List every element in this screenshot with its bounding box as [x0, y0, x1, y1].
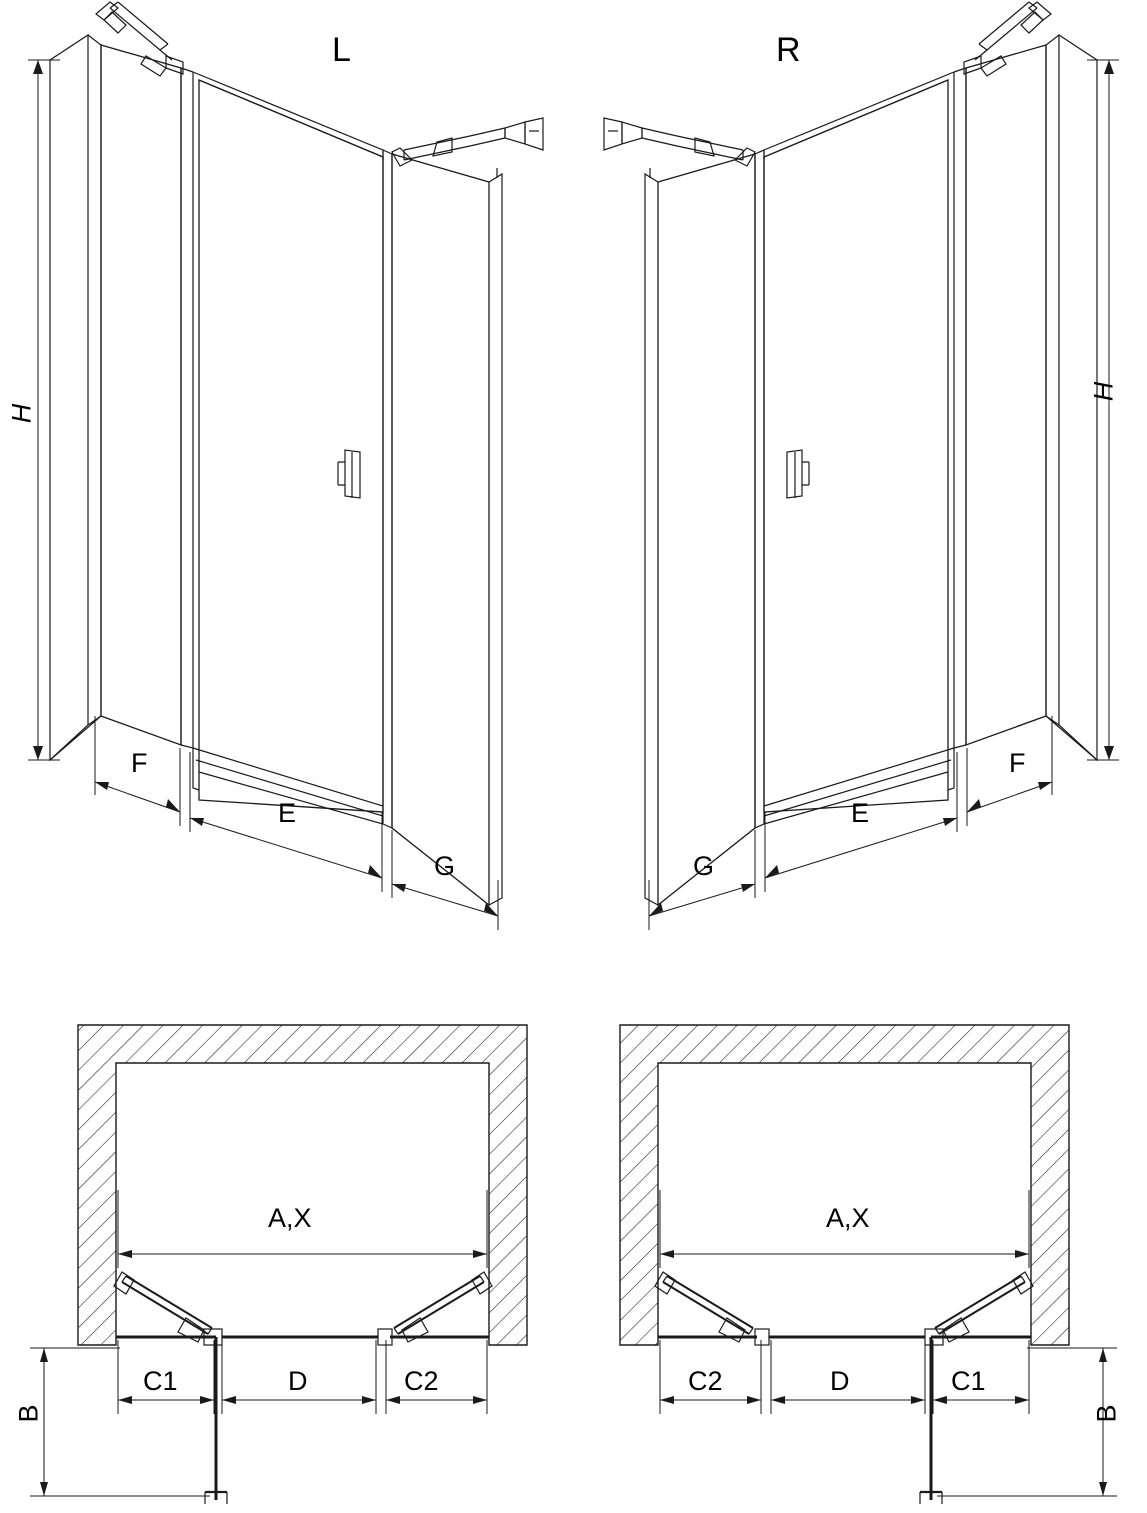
dim-height-left: H: [6, 403, 37, 424]
dim-fixed-panel-right-f: F: [1009, 748, 1026, 778]
dim-overall-width-left: A,X: [268, 1203, 312, 1233]
dim-segment1-right: C2: [688, 1366, 723, 1396]
dim-depth-right: B: [1091, 1404, 1122, 1423]
dim-depth-left: B: [13, 1404, 44, 1423]
dim-segment2-right: D: [830, 1366, 850, 1396]
dim-door-right-e: E: [851, 798, 870, 828]
dimensions-elevation-left: [28, 60, 498, 930]
dim-segment1-left: C1: [143, 1366, 178, 1396]
variant-label-left: L: [332, 31, 351, 69]
dim-segment3-left: C2: [404, 1366, 439, 1396]
elevation-left: [50, 2, 543, 905]
plan-right: [620, 1025, 1069, 1504]
dim-height-right: H: [1088, 381, 1119, 402]
dim-segment2-left: D: [288, 1366, 308, 1396]
dim-fixed-panel-inner-right-g: G: [693, 851, 715, 881]
dim-overall-width-right: A,X: [826, 1203, 870, 1233]
dim-segment3-right: C1: [951, 1366, 986, 1396]
plan-left: [78, 1025, 527, 1504]
dimensions-elevation-right: [649, 60, 1119, 930]
dim-fixed-panel-left-f: F: [131, 748, 148, 778]
dim-door-left-e: E: [278, 798, 297, 828]
dim-fixed-panel-inner-left-g: G: [434, 851, 456, 881]
variant-label-right: R: [776, 31, 801, 69]
